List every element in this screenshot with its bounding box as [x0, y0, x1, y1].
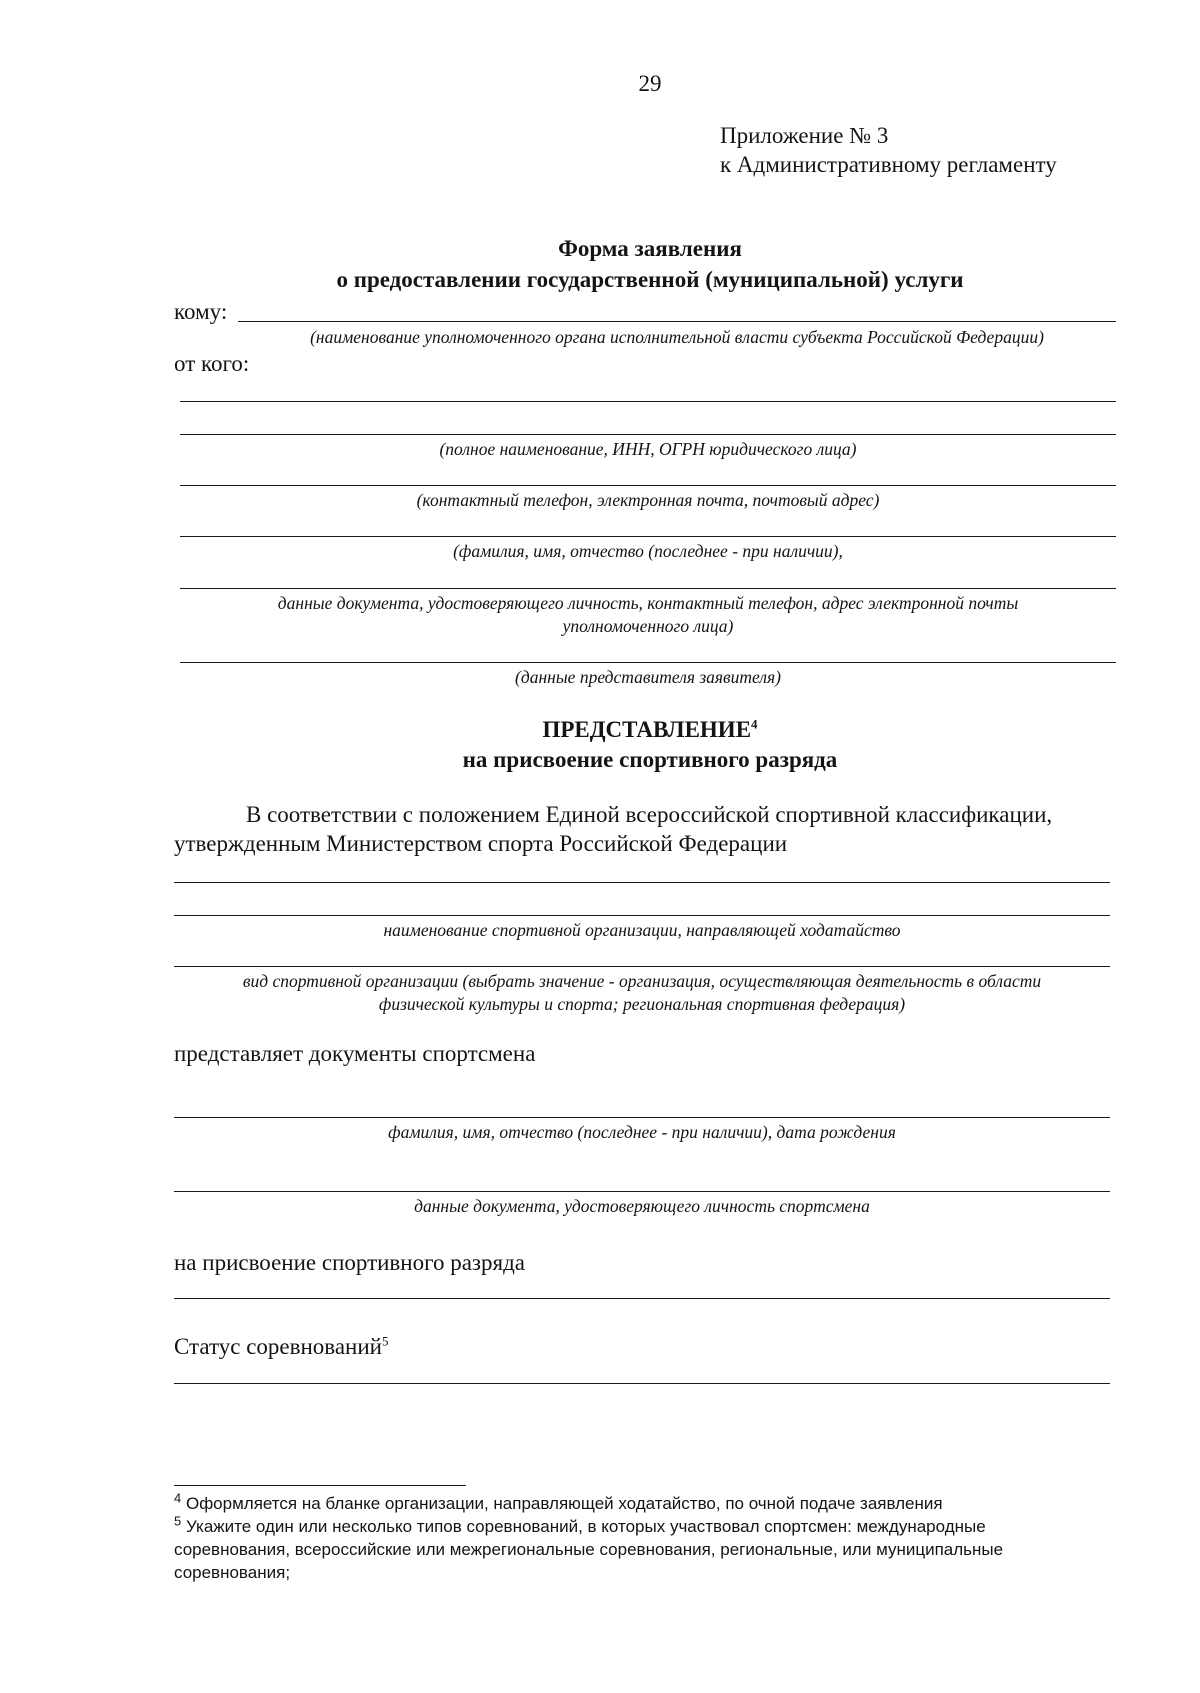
- org-field-1[interactable]: [174, 882, 1110, 883]
- fio-field[interactable]: [180, 536, 1116, 537]
- applicant-field-1[interactable]: [180, 401, 1116, 402]
- recipient-label: кому:: [174, 299, 228, 324]
- classification-paragraph-line1: В соответствии с положением Единой всероссийской спортивной классификации,: [246, 802, 1053, 827]
- form-subtitle: о предоставлении государственной (муниципальной) услуги: [336, 267, 964, 292]
- representative-caption: (данные представителя заявителя): [515, 667, 781, 687]
- recipient-field[interactable]: [238, 321, 1116, 322]
- appendix-number: Приложение № 3: [720, 123, 889, 148]
- recipient-caption: (наименование уполномоченного органа исполнительной власти субъекта Российской Федерации): [310, 327, 1044, 347]
- org-type-caption-line1: вид спортивной организации (выбрать значение - организация, осуществляющая деятельность в области: [242, 971, 1042, 991]
- representative-field[interactable]: [180, 662, 1116, 663]
- athlete-fio-caption: фамилия, имя, отчество (последнее - при наличии), дата рождения: [388, 1122, 896, 1142]
- applicant-label: от кого:: [174, 351, 250, 376]
- org-name-field[interactable]: [174, 915, 1110, 916]
- id-document-caption-line1: данные документа, удостоверяющего личность, контактный телефон, адрес электронной почты: [277, 593, 1019, 613]
- fio-caption: (фамилия, имя, отчество (последнее - при наличии),: [453, 541, 843, 561]
- org-type-field[interactable]: [174, 966, 1110, 967]
- rank-label: на присвоение спортивного разряда: [174, 1250, 525, 1275]
- contacts-field[interactable]: [180, 485, 1116, 486]
- page-number: 29: [638, 71, 662, 96]
- submission-subtitle: на присвоение спортивного разряда: [462, 747, 838, 772]
- footnote-4: $^4$ Оформляется на бланке организации, направляющей ходатайство, по очной подаче заявления: [174, 1490, 943, 1513]
- classification-paragraph-line2: утвержденным Министерством спорта Российской Федерации: [174, 831, 788, 856]
- athlete-document-field[interactable]: [174, 1191, 1110, 1192]
- applicant-field-2[interactable]: [180, 434, 1116, 435]
- org-name-caption: наименование спортивной организации, направляющей ходатайство: [383, 920, 901, 940]
- rank-field[interactable]: [174, 1298, 1110, 1299]
- competition-status-label: Статус соревнований$^5$: [174, 1333, 389, 1359]
- id-document-caption-line2: уполномоченного лица): [562, 616, 734, 636]
- competition-status-field[interactable]: [174, 1383, 1110, 1384]
- documents-label: представляет документы спортсмена: [174, 1041, 536, 1066]
- footnote-5-line1: $^5$ Укажите один или несколько типов соревнований, в которых участвовал спортсмен: международные: [174, 1513, 986, 1536]
- id-document-field[interactable]: [180, 588, 1116, 589]
- footnote-5-line3: соревнования;: [174, 1563, 291, 1582]
- contacts-caption: (контактный телефон, электронная почта, почтовый адрес): [416, 490, 880, 510]
- submission-title: ПРЕДСТАВЛЕНИЕ$^4$: [542, 716, 758, 742]
- org-type-caption-line2: физической культуры и спорта; региональная спортивная федерация): [378, 994, 906, 1014]
- footnote-5-mark: 5: [381, 1333, 389, 1349]
- footnote-5-line2: соревнования, всероссийские или межрегиональные соревнования, региональные, или муниципальные: [174, 1540, 1004, 1559]
- footnote-4-mark: 4: [751, 716, 758, 732]
- legal-entity-caption: (полное наименование, ИНН, ОГРН юридического лица): [439, 439, 857, 459]
- appendix-reference: к Административному регламенту: [720, 152, 1057, 177]
- athlete-fio-field[interactable]: [174, 1117, 1110, 1118]
- athlete-document-caption: данные документа, удостоверяющего личность спортсмена: [414, 1196, 870, 1216]
- form-title: Форма заявления: [558, 236, 742, 261]
- footnote-separator: [174, 1485, 466, 1486]
